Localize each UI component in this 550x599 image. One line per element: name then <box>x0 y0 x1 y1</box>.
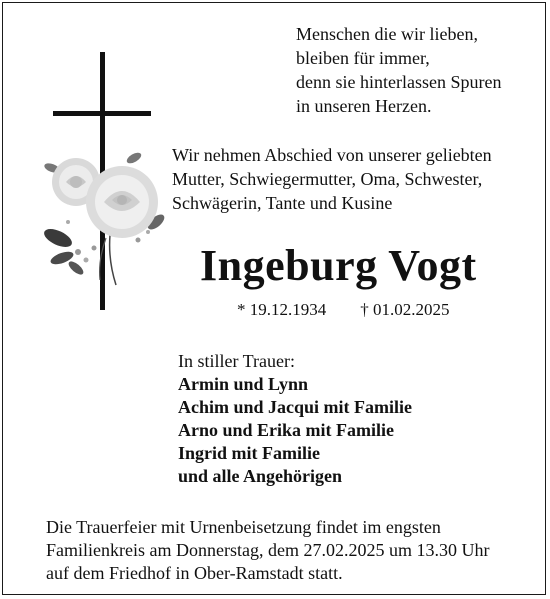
mourner-name: Armin und Lynn <box>178 374 309 394</box>
poem-line: bleiben für immer, <box>296 48 430 68</box>
intro-line: Wir nehmen Abschied von unserer geliebten <box>172 145 492 165</box>
funeral-info-line: auf dem Friedhof in Ober-Ramstadt statt. <box>46 563 343 583</box>
mourner-name: Ingrid mit Familie <box>178 443 320 463</box>
funeral-info <box>46 516 489 585</box>
poem-line: in unseren Herzen. <box>296 96 432 116</box>
intro-text <box>172 143 492 215</box>
mourner-name: und alle Angehörigen <box>178 466 343 486</box>
intro-line: Mutter, Schwiegermutter, Oma, Schwester, <box>172 169 483 189</box>
deceased-name: Ingeburg Vogt <box>200 241 477 290</box>
mourner-name: Arno und Erika mit Familie <box>178 420 395 440</box>
funeral-info-line: Familienkreis am Donnerstag, dem 27.02.2025 um 13.30 Uhr <box>46 540 490 560</box>
mourners-heading: In stiller Trauer: <box>178 351 295 371</box>
mourners-block <box>178 350 412 488</box>
birth-date: * 19.12.1934 <box>237 300 327 319</box>
intro-line: Schwägerin, Tante und Kusine <box>172 193 393 213</box>
poem-line: denn sie hinterlassen Spuren <box>296 72 502 92</box>
funeral-info-line: Die Trauerfeier mit Urnenbeisetzung findet im engsten <box>46 517 441 537</box>
roses-icon <box>38 140 173 290</box>
poem <box>296 22 501 118</box>
life-dates <box>237 300 450 320</box>
mourner-name: Achim und Jacqui mit Familie <box>178 397 413 417</box>
poem-line: Menschen die wir lieben, <box>296 24 478 44</box>
cross-icon-bar <box>53 111 151 116</box>
death-date: † 01.02.2025 <box>360 300 450 319</box>
